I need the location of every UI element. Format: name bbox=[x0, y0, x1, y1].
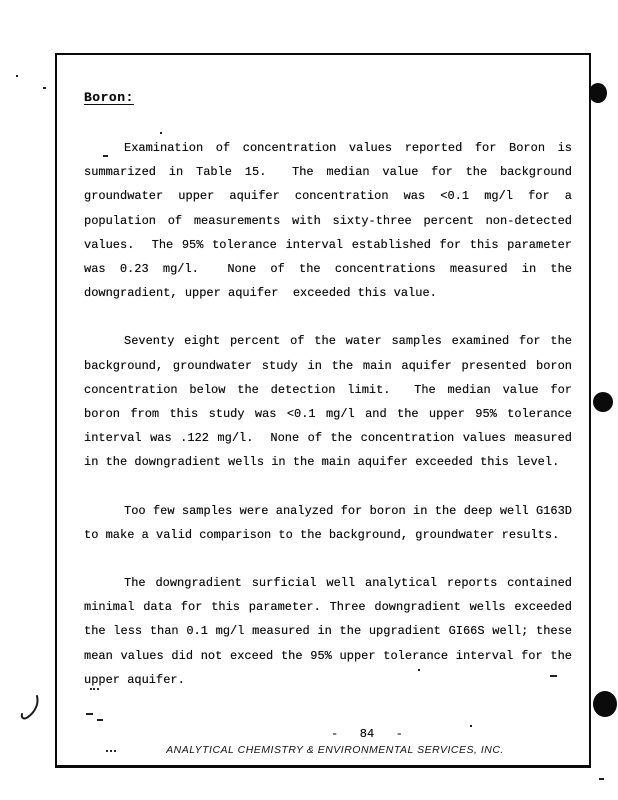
text-line: Too few samples were analyzed for boron in the deep well G163D bbox=[124, 503, 572, 518]
section-heading: Boron: bbox=[84, 90, 134, 105]
scan-artifact bbox=[550, 675, 557, 677]
page-frame bbox=[55, 53, 591, 768]
text-line: boron from this study was <0.1 mg/l and the upper 95% tolerance bbox=[84, 407, 572, 422]
paragraph bbox=[84, 136, 572, 305]
text-line: upper aquifer. bbox=[84, 672, 185, 687]
scan-artifact bbox=[97, 719, 103, 721]
text-line: groundwater upper aquifer concentration was <0.1 mg/l for a bbox=[84, 189, 572, 204]
text-line: Seventy eight percent of the water samples examined for the bbox=[124, 334, 572, 349]
page-number: - 84 - bbox=[330, 727, 403, 741]
scan-artifact bbox=[418, 669, 420, 671]
scan-artifact bbox=[16, 75, 18, 77]
scan-artifact bbox=[86, 713, 93, 715]
text-line: values. The 95% tolerance interval established for this parameter bbox=[84, 237, 572, 252]
punch-hole-middle bbox=[593, 392, 613, 412]
paragraph bbox=[84, 571, 572, 692]
handwritten-mark bbox=[20, 694, 44, 724]
text-line: The downgradient surficial well analytical reports contained bbox=[124, 576, 572, 591]
text-line: in the downgradient wells in the main aquifer exceeded this level. bbox=[84, 455, 560, 470]
text-line: interval was .122 mg/l. None of the concentration values measured bbox=[84, 431, 572, 446]
page-footer bbox=[57, 727, 589, 756]
text-line: to make a valid comparison to the background, groundwater results. bbox=[84, 527, 560, 542]
text-line: Examination of concentration values reported for Boron is bbox=[124, 141, 572, 155]
paragraph bbox=[84, 499, 572, 547]
text-line: summarized in Table 15. The median value for the background bbox=[84, 165, 572, 180]
company-name: ANALYTICAL CHEMISTRY & ENVIRONMENTAL SERVICES, INC. bbox=[166, 744, 504, 756]
punch-hole-bottom bbox=[593, 691, 617, 717]
text-line: mean values did not exceed the 95% upper tolerance interval for the bbox=[84, 648, 572, 663]
scan-artifact bbox=[103, 155, 108, 157]
punch-hole-top bbox=[589, 83, 607, 103]
paragraph bbox=[84, 329, 572, 474]
document-text bbox=[84, 86, 572, 716]
text-line: minimal data for this parameter. Three downgradient wells exceeded bbox=[84, 600, 572, 615]
text-line: concentration below the detection limit. The median value for bbox=[84, 382, 572, 397]
scan-artifact bbox=[470, 725, 472, 727]
text-line: the less than 0.1 mg/l measured in the upgradient GI66S well; these bbox=[84, 624, 572, 639]
scan-artifact bbox=[160, 132, 162, 134]
scan-artifact bbox=[106, 746, 116, 752]
scan-artifact bbox=[43, 87, 46, 89]
scan-artifact bbox=[599, 778, 604, 780]
text-line: was 0.23 mg/l. None of the concentrations measured in the bbox=[84, 262, 572, 277]
text-line: population of measurements with sixty-three percent non-detected bbox=[84, 213, 572, 228]
text-line: downgradient, upper aquifer exceeded this value. bbox=[84, 286, 437, 301]
text-line: background, groundwater study in the main aquifer presented boron bbox=[84, 358, 572, 373]
scan-artifact bbox=[90, 684, 99, 690]
